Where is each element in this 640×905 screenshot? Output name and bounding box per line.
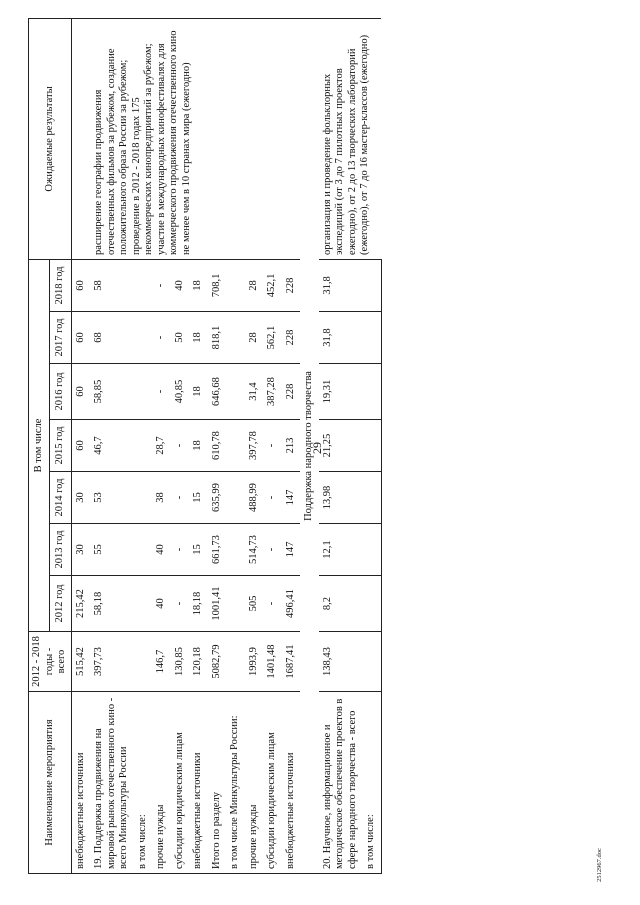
cell-2013: -: [263, 524, 282, 576]
page-number: 29: [310, 442, 324, 454]
cell-2018: [134, 259, 153, 311]
cell-2013: -: [171, 524, 190, 576]
row-name: Итого по разделу: [208, 692, 227, 874]
row-name: прочие нужды: [152, 692, 171, 874]
cell-2016: 60: [71, 364, 90, 420]
row-name: в том числе:: [362, 692, 381, 874]
header-in-that-number: В том числе: [29, 259, 50, 631]
cell-2012: 1001,41: [208, 576, 227, 632]
cell-2013: 55: [90, 524, 134, 576]
section-title: Поддержка народного творчества: [300, 18, 319, 873]
cell-2016: -: [152, 364, 171, 420]
cell-2012: 496,41: [282, 576, 301, 632]
cell-total: [362, 632, 381, 692]
cell-total: 130,85: [171, 632, 190, 692]
cell-2016: [226, 364, 245, 420]
cell-total: 138,43: [319, 632, 363, 692]
cell-2016: 646,68: [208, 364, 227, 420]
cell-total: [134, 632, 153, 692]
header-results: Ожидаемые результаты: [29, 18, 72, 259]
cell-2018: 18: [189, 259, 208, 311]
cell-2015: -: [263, 420, 282, 472]
cell-2013: 12,1: [319, 524, 363, 576]
cell-2013: 15: [189, 524, 208, 576]
cell-total: 397,73: [90, 632, 134, 692]
cell-2012: -: [171, 576, 190, 632]
cell-2018: 40: [171, 259, 190, 311]
header-total: 2012 - 2018 годы - всего: [29, 632, 72, 692]
cell-2012: 58,18: [90, 576, 134, 632]
cell-2017: 60: [71, 312, 90, 364]
cell-2014: 53: [90, 472, 134, 524]
cell-2017: 31,8: [319, 312, 363, 364]
cell-total: 146,7: [152, 632, 171, 692]
cell-2013: [226, 524, 245, 576]
cell-2014: -: [171, 472, 190, 524]
cell-2012: 40: [152, 576, 171, 632]
budget-table: [28, 18, 382, 874]
cell-2013: 30: [71, 524, 90, 576]
cell-2012: -: [263, 576, 282, 632]
table-row: [90, 18, 134, 873]
cell-2015: 21,25: [319, 420, 363, 472]
cell-total: 1687,41: [282, 632, 301, 692]
cell-2016: [362, 364, 381, 420]
cell-2018: -: [152, 259, 171, 311]
cell-2016: 228: [282, 364, 301, 420]
cell-2017: 818,1: [208, 312, 227, 364]
header-year: 2013 год: [50, 524, 71, 576]
cell-2015: 213: [282, 420, 301, 472]
cell-2018: 452,1: [263, 259, 282, 311]
cell-2012: [226, 576, 245, 632]
cell-2017: 562,1: [263, 312, 282, 364]
section-row: [300, 18, 319, 873]
row-name: субсидии юридическим лицам: [171, 692, 190, 874]
cell-2014: 15: [189, 472, 208, 524]
cell-2014: [362, 472, 381, 524]
cell-2015: [226, 420, 245, 472]
cell-2013: 147: [282, 524, 301, 576]
row-name: в том числе Минкультуры России:: [226, 692, 245, 874]
document-id: 2512967.doc: [595, 848, 603, 882]
cell-2013: [362, 524, 381, 576]
row-name: субсидии юридическим лицам: [263, 692, 282, 874]
cell-2015: -: [171, 420, 190, 472]
cell-2015: 18: [189, 420, 208, 472]
header-year: 2014 год: [50, 472, 71, 524]
cell-result: расширение географии продвижения отечественных фильмов за рубежом, создание положительного образа России за рубежом; проведение в 2012 - 2018 годах 175 некоммерческих кинопредприятий за рубежом; участие в международных кинофестивалях для коммерческого продвижения отечественного кино не менее чем в 10 странах мира (ежегодно): [90, 18, 208, 259]
cell-2016: 58,85: [90, 364, 134, 420]
cell-2015: [362, 420, 381, 472]
cell-2014: 488,99: [245, 472, 264, 524]
cell-2013: 514,73: [245, 524, 264, 576]
cell-2015: [134, 420, 153, 472]
cell-2017: -: [152, 312, 171, 364]
table-row: [71, 18, 90, 873]
cell-2015: 397,78: [245, 420, 264, 472]
cell-result: [208, 18, 301, 259]
cell-2017: 18: [189, 312, 208, 364]
cell-2016: 19,31: [319, 364, 363, 420]
cell-2014: 13,98: [319, 472, 363, 524]
header-year: 2018 год: [50, 259, 71, 311]
cell-2018: 28: [245, 259, 264, 311]
cell-2018: 60: [71, 259, 90, 311]
cell-2014: -: [263, 472, 282, 524]
cell-result: [71, 18, 90, 259]
cell-2014: 147: [282, 472, 301, 524]
cell-2017: 68: [90, 312, 134, 364]
cell-2018: 58: [90, 259, 134, 311]
cell-2017: [134, 312, 153, 364]
cell-2012: 18,18: [189, 576, 208, 632]
cell-2015: 60: [71, 420, 90, 472]
header-row-1: [29, 18, 50, 873]
cell-2014: 38: [152, 472, 171, 524]
cell-2016: [134, 364, 153, 420]
cell-2018: 708,1: [208, 259, 227, 311]
cell-2016: 18: [189, 364, 208, 420]
cell-2014: 635,99: [208, 472, 227, 524]
cell-2017: 28: [245, 312, 264, 364]
cell-2017: [362, 312, 381, 364]
row-name: 19. Поддержка продвижения на мировой рынок отечественного кино - всего Минкультуры России: [90, 692, 134, 874]
row-name: внебюджетные источники: [189, 692, 208, 874]
row-name: 20. Научное, информационное и методическое обеспечение проектов в сфере народного творчества - всего: [319, 692, 363, 874]
header-year: 2012 год: [50, 576, 71, 632]
row-name: прочие нужды: [245, 692, 264, 874]
cell-2012: [134, 576, 153, 632]
rotated-table-wrapper: [28, 19, 594, 874]
cell-2016: 31,4: [245, 364, 264, 420]
cell-2016: 40,85: [171, 364, 190, 420]
header-year: 2016 год: [50, 364, 71, 420]
table-row: [208, 18, 227, 873]
cell-2018: 228: [282, 259, 301, 311]
cell-2015: 46,7: [90, 420, 134, 472]
row-name: в том числе:: [134, 692, 153, 874]
cell-2014: 30: [71, 472, 90, 524]
cell-2017: 50: [171, 312, 190, 364]
cell-2014: [134, 472, 153, 524]
cell-2012: 8,2: [319, 576, 363, 632]
cell-total: 120,18: [189, 632, 208, 692]
header-year: 2017 год: [50, 312, 71, 364]
cell-2013: [134, 524, 153, 576]
cell-2012: [362, 576, 381, 632]
cell-2016: 387,28: [263, 364, 282, 420]
cell-2012: 505: [245, 576, 264, 632]
cell-2015: 28,7: [152, 420, 171, 472]
cell-total: 5082,79: [208, 632, 227, 692]
cell-2018: 31,8: [319, 259, 363, 311]
cell-total: 1401,48: [263, 632, 282, 692]
cell-2015: 610,78: [208, 420, 227, 472]
cell-2017: [226, 312, 245, 364]
cell-total: [226, 632, 245, 692]
cell-2017: 228: [282, 312, 301, 364]
cell-total: 1993,9: [245, 632, 264, 692]
row-name: внебюджетные источники: [282, 692, 301, 874]
cell-2018: [362, 259, 381, 311]
row-name: внебюджетные источники: [71, 692, 90, 874]
cell-2012: 215,42: [71, 576, 90, 632]
cell-2014: [226, 472, 245, 524]
cell-total: 515,42: [71, 632, 90, 692]
cell-result: организация и проведение фольклорных экспедиций (от 3 до 7 пилотных проектов ежегодно), от 2 до 13 творческих лабораторий (ежегодно), от 7 до 16 мастер-классов (ежегодно): [319, 18, 382, 259]
header-name: Наименование мероприятия: [29, 692, 72, 874]
header-year: 2015 год: [50, 420, 71, 472]
cell-2013: 40: [152, 524, 171, 576]
cell-2013: 661,73: [208, 524, 227, 576]
table-row: [319, 18, 363, 873]
cell-2018: [226, 259, 245, 311]
